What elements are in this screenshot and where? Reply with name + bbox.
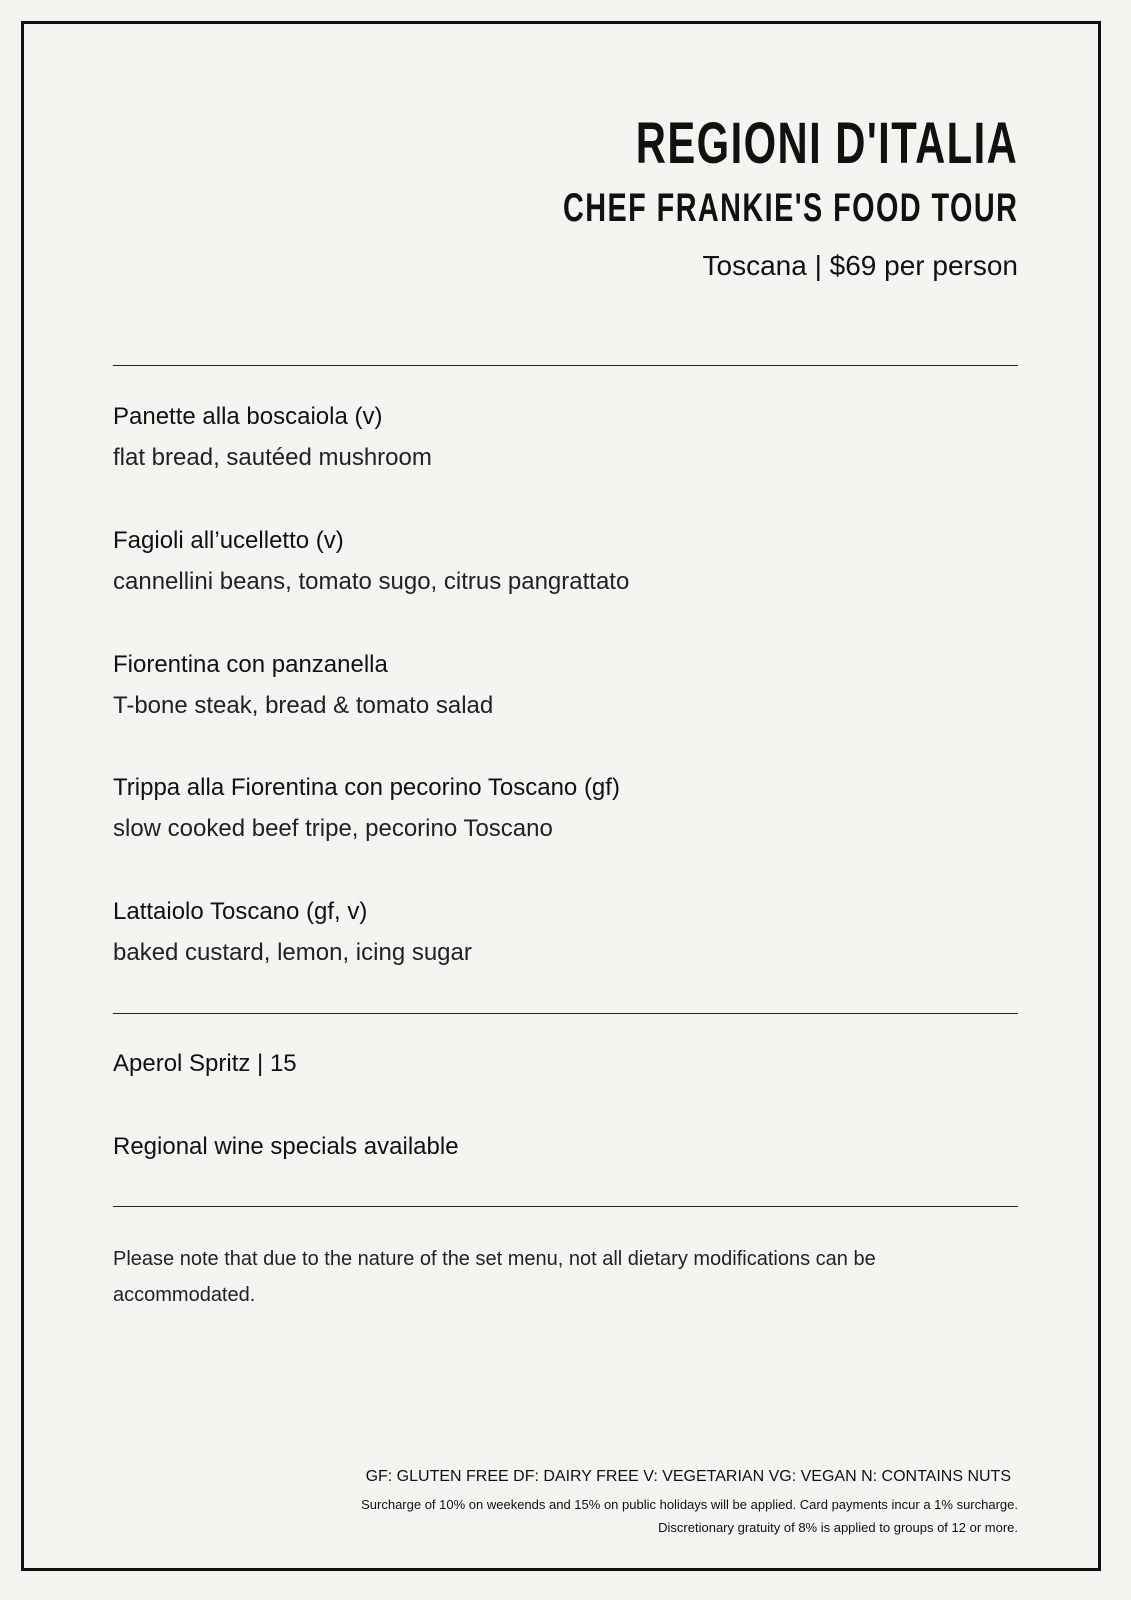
- dietary-legend: GF: GLUTEN FREE DF: DAIRY FREE V: VEGETARIAN VG: VEGAN N: CONTAINS NUTS: [365, 1468, 1011, 1485]
- dish-description: cannellini beans, tomato sugo, citrus pangrattato: [113, 568, 630, 595]
- menu-item: [113, 402, 432, 473]
- dish-description: baked custard, lemon, icing sugar: [113, 939, 472, 966]
- dietary-note: Please note that due to the nature of the set menu, not all dietary modifications can be accommodated.: [113, 1248, 876, 1306]
- surcharge-note: Surcharge of 10% on weekends and 15% on public holidays will be applied. Card payments incur a 1% surcharge.: [361, 1497, 1018, 1512]
- menu-item: [113, 897, 472, 968]
- drink-aperol: Aperol Spritz | 15: [113, 1050, 297, 1077]
- divider: [113, 1013, 1018, 1014]
- menu-title: [487, 112, 1018, 176]
- dish-name: Lattaiolo Toscano (gf, v): [113, 898, 368, 925]
- menu-item: [113, 773, 620, 844]
- dish-description: flat bread, sautéed mushroom: [113, 444, 432, 471]
- dish-description: T-bone steak, bread & tomato salad: [113, 692, 494, 719]
- dish-name: Panette alla boscaiola (v): [113, 403, 383, 430]
- menu-subtitle-text: CHEF FRANKIE'S FOOD TOUR: [562, 186, 1018, 230]
- menu-item: [113, 650, 493, 721]
- divider: [113, 1206, 1018, 1207]
- menu-subtitle: [386, 186, 1018, 230]
- drink-wine: Regional wine specials available: [113, 1133, 459, 1160]
- menu-title-text: REGIONI D'ITALIA: [635, 111, 1018, 176]
- region-price: Toscana | $69 per person: [702, 250, 1018, 281]
- menu-item: [113, 526, 629, 597]
- dish-name: Fiorentina con panzanella: [113, 651, 388, 678]
- dish-description: slow cooked beef tripe, pecorino Toscano: [113, 815, 553, 842]
- divider: [113, 365, 1018, 366]
- dish-name: Fagioli all’ucelletto (v): [113, 527, 344, 554]
- dish-name: Trippa alla Fiorentina con pecorino Toscano (gf): [113, 774, 620, 801]
- gratuity-note: Discretionary gratuity of 8% is applied to groups of 12 or more.: [658, 1520, 1018, 1535]
